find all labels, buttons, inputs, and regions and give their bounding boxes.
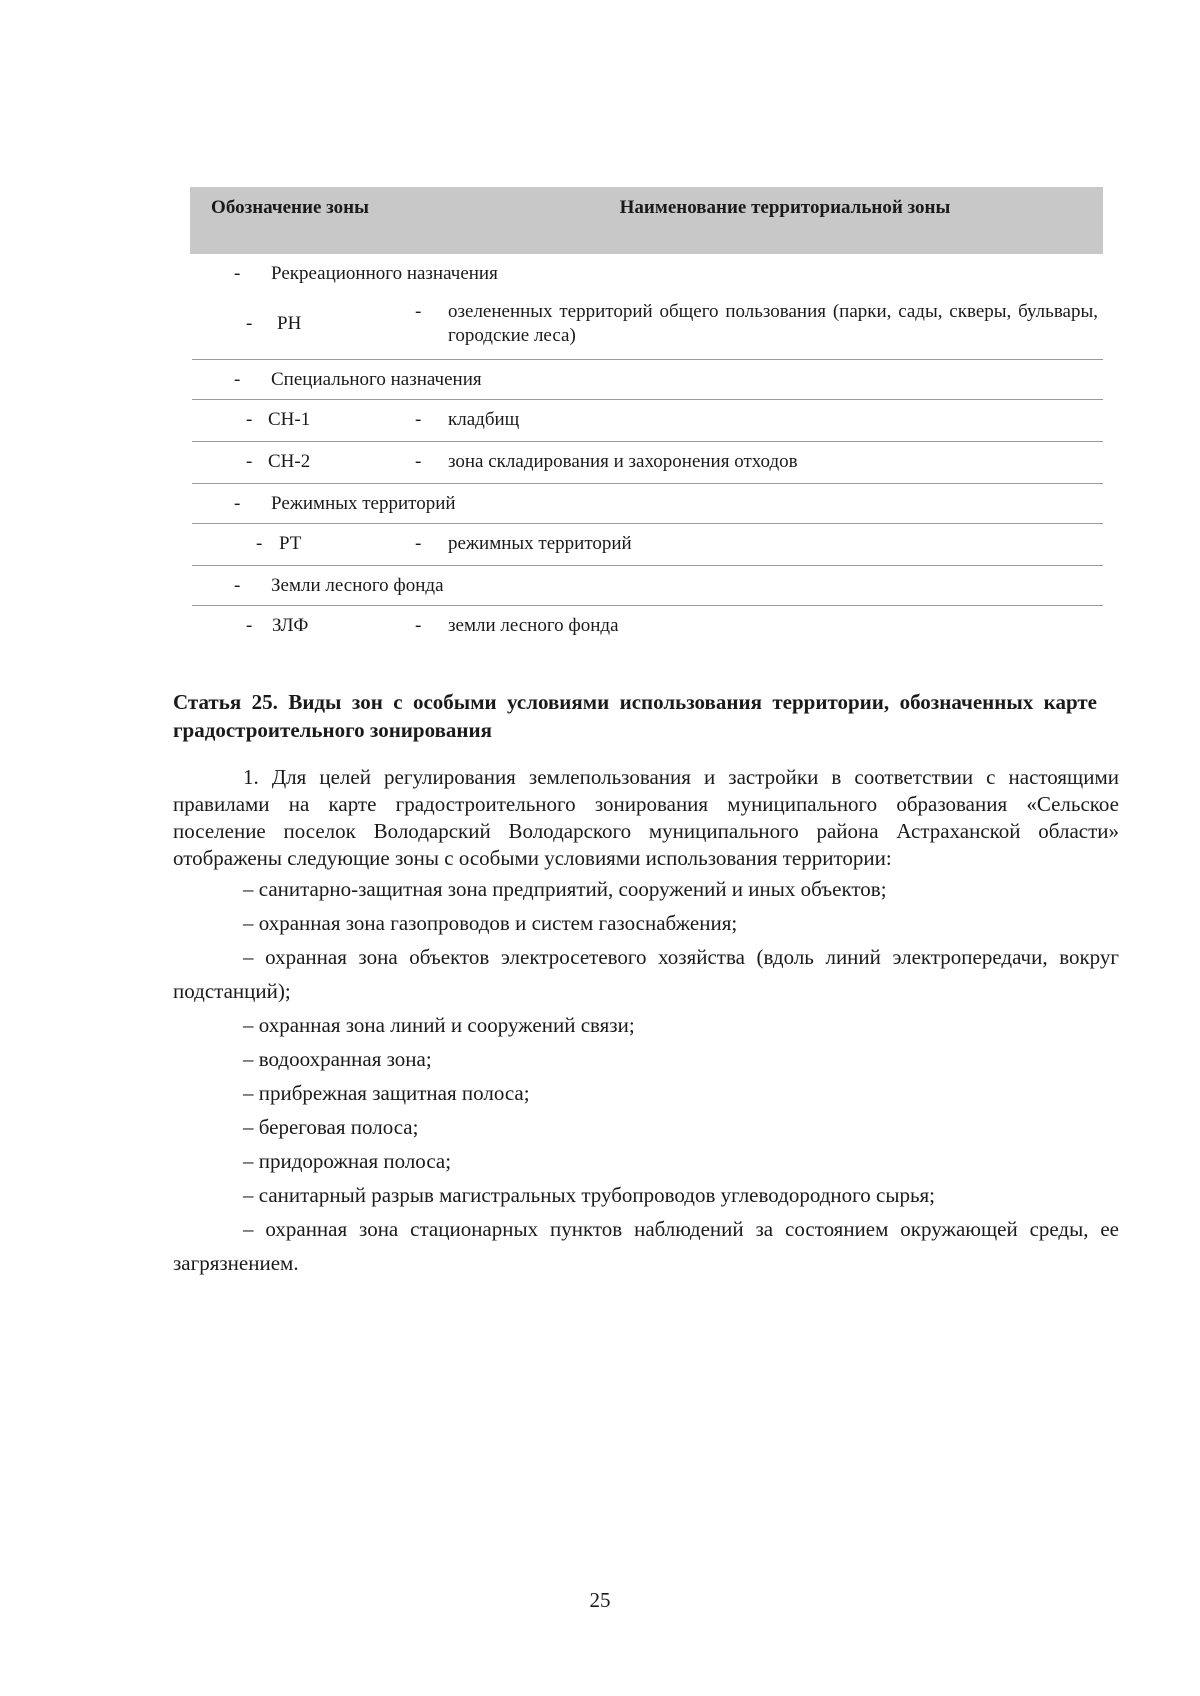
row-dash: - [246, 451, 253, 472]
list-item [173, 1110, 1119, 1144]
list-dash: – [243, 1047, 254, 1071]
list-dash: – [243, 877, 254, 901]
category-label: Рекреационного назначения [271, 263, 498, 284]
category-label: Специального назначения [271, 369, 482, 390]
table-row-zone [190, 524, 1103, 566]
row-dash: - [415, 409, 422, 430]
list-dash: – [243, 1081, 254, 1105]
zone-description: зона складирования и захоронения отходов [448, 451, 798, 472]
table-header [190, 187, 1103, 254]
table-row-zone [190, 442, 1103, 484]
header-zone-code: Обозначение зоны [211, 197, 369, 218]
article-body [173, 764, 1119, 1280]
zone-description: кладбищ [448, 409, 520, 430]
row-dash: - [246, 313, 253, 334]
row-dash: - [246, 409, 253, 430]
zone-code: СН-2 [268, 451, 311, 472]
table-row-category [190, 254, 1103, 292]
zone-description: озелененных территорий общего пользования (парки, сады, скверы, бульвары, городские леса) [448, 301, 1098, 346]
list-item [173, 1008, 1119, 1042]
list-item [173, 1178, 1119, 1212]
row-dash: - [415, 451, 422, 472]
list-item [173, 1212, 1119, 1280]
list-item [173, 872, 1119, 906]
list-item-text: охранная зона газопроводов и систем газоснабжения; [258, 911, 738, 935]
header-zone-name: Наименование территориальной зоны [619, 197, 951, 218]
list-item [173, 906, 1119, 940]
category-label: Земли лесного фонда [271, 575, 444, 596]
list-dash: – [243, 945, 254, 969]
zone-code: СН-1 [268, 409, 311, 430]
list-item [173, 1042, 1119, 1076]
table-row-zone [190, 400, 1103, 442]
list-item [173, 940, 1119, 1008]
list-dash: – [243, 1183, 254, 1207]
list-item [173, 1144, 1119, 1178]
zone-description: земли лесного фонда [448, 615, 619, 636]
zone-code: ЗЛФ [272, 615, 309, 636]
zone-code: РН [277, 313, 302, 334]
table-row-zone [190, 292, 1103, 360]
list-item-text: придорожная полоса; [258, 1149, 452, 1173]
list-dash: – [243, 1013, 254, 1037]
row-dash: - [234, 369, 241, 390]
row-dash: - [415, 615, 422, 636]
list-item-text: санитарно-защитная зона предприятий, сооружений и иных объектов; [258, 877, 887, 901]
list-item-text: водоохранная зона; [258, 1047, 432, 1071]
page-number: 25 [589, 1588, 611, 1612]
list-item-text: охранная зона линий и сооружений связи; [258, 1013, 635, 1037]
table-row-category [190, 484, 1103, 524]
list-dash: – [243, 911, 254, 935]
row-dash: - [234, 493, 241, 514]
row-dash: - [415, 533, 422, 554]
zone-condition-list [173, 872, 1119, 1280]
row-dash: - [234, 263, 241, 284]
table-row-category [190, 360, 1103, 400]
list-item-text: береговая полоса; [258, 1115, 419, 1139]
row-dash: - [234, 575, 241, 596]
list-item-text: прибрежная защитная полоса; [258, 1081, 530, 1105]
list-item-text: охранная зона объектов электросетевого хозяйства (вдоль линий электропередачи, вокруг подстанций); [173, 945, 1120, 1003]
article-title: Статья 25. Виды зон с особыми условиями использования территории, обозначенных карте градостроительного зонирования [173, 690, 1097, 742]
category-label: Режимных территорий [271, 493, 456, 514]
table-row-category [190, 566, 1103, 606]
row-dash: - [415, 301, 422, 322]
zone-description: режимных территорий [448, 533, 632, 554]
zone-code: РТ [279, 533, 302, 554]
list-dash: – [243, 1149, 254, 1173]
list-dash: – [243, 1115, 254, 1139]
list-item [173, 1076, 1119, 1110]
table-row-zone [190, 606, 1103, 648]
zone-table [190, 187, 1103, 648]
list-item-text: санитарный разрыв магистральных трубопроводов углеводородного сырья; [258, 1183, 936, 1207]
intro-paragraph: 1. Для целей регулирования землепользования и застройки в соответствии с настоящими правилами на карте градостроительного зонирования муниципального образования «Сельское поселение поселок Володарский Володарского муниципального района Астраханской области» отображены следующие зоны с особыми условиями использования территории: [173, 765, 1119, 870]
list-item-text: охранная зона стационарных пунктов наблюдений за состоянием окружающей среды, ее загрязнением. [173, 1217, 1120, 1275]
row-dash: - [256, 533, 263, 554]
row-dash: - [246, 615, 253, 636]
list-dash: – [243, 1217, 254, 1241]
